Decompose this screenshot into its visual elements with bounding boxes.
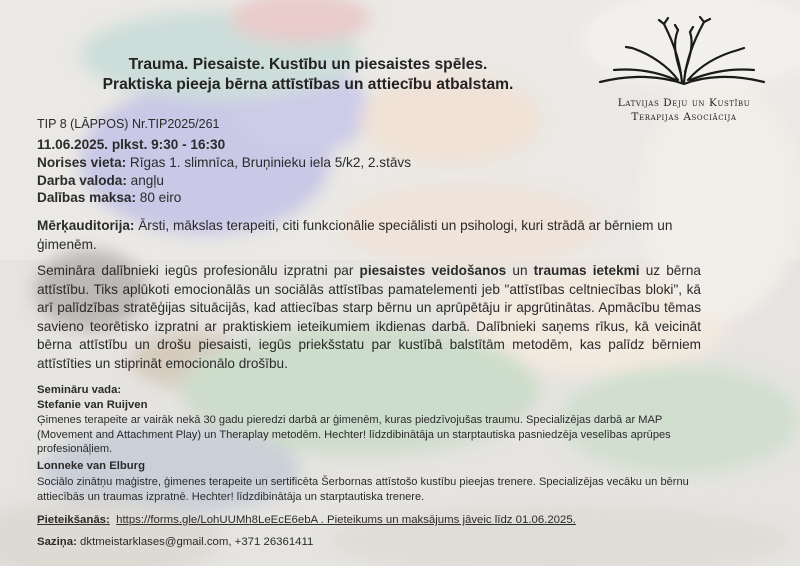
- fee-value: 80 eiro: [136, 190, 182, 205]
- audience-label: Mērķauditorija:: [37, 218, 135, 233]
- event-fee: [37, 189, 181, 206]
- title-line-1: Trauma. Piesaiste. Kustību un piesaistes spēles.: [128, 56, 488, 73]
- fee-label: Dalības maksa:: [37, 190, 136, 205]
- contact-value: dktmeistarklases@gmail.com, +371 26361411: [76, 536, 314, 548]
- location-label: Norises vieta:: [37, 155, 127, 170]
- description-paragraph: [37, 262, 701, 374]
- logo-line-1: Latvijas Deju un Kustību: [617, 97, 751, 109]
- dance-plant-logo-icon: [592, 14, 772, 92]
- event-language: [37, 172, 164, 189]
- lecturer-name: Lonneke van Elburg: [37, 460, 145, 472]
- contact-line: [37, 535, 313, 549]
- registration-line: [37, 513, 576, 527]
- location-value: Rīgas 1. slimnīca, Bruņinieku iela 5/k2, 2.stāvs: [126, 155, 412, 170]
- event-datetime: 11.06.2025. plkst. 9:30 - 16:30: [37, 137, 226, 152]
- description-bold-1: piesaistes veidošanos: [359, 263, 507, 278]
- lecturers-heading: Semināru vada:: [37, 384, 122, 396]
- audience-text: Ārsti, mākslas terapeiti, citi funkcionālie speciālisti un psihologi, kuri strādā ar bērniem un ģimenēm.: [37, 218, 673, 252]
- lecturer-name: Stefanie van Ruijven: [37, 399, 148, 411]
- association-logo-text: [586, 96, 782, 124]
- description-text-2: un: [506, 263, 534, 278]
- page-title: [58, 55, 558, 95]
- description-text-1: Semināra dalībnieki iegūs profesionālu izpratni par: [37, 263, 360, 278]
- language-label: Darba valoda:: [37, 173, 127, 188]
- title-line-2: Praktiska pieeja bērna attīstības un attiecību atbalstam.: [102, 76, 514, 93]
- language-value: angļu: [126, 173, 164, 188]
- event-code: TIP 8 (LĀPPOS) Nr.TIP2025/261: [37, 117, 220, 131]
- lecturer-bio: Sociālo zinātņu maģistre, ģimenes terapeite un sertificēta Šerbornas attīstošo kustību pieejas trenere. Specializējas vecāku un bērnu attiecībās un traumas izpratnē. Hechter! līdzdibinātāja un starptautiska trenere.: [37, 476, 689, 503]
- registration-note: . Pieteikums un maksājums jāveic līdz 01.06.2025.: [317, 514, 576, 526]
- audience-paragraph: [37, 217, 701, 254]
- registration-label: Pieteikšanās:: [37, 514, 110, 526]
- description-bold-2: traumas ietekmi: [533, 263, 640, 278]
- registration-link[interactable]: https://forms.gle/LohUUMh8LeEcE6ebA: [116, 514, 318, 526]
- lecturer-bio: Ģimenes terapeite ar vairāk nekā 30 gadu pieredzi darbā ar ģimenēm, kuras piedzīvojušas traumu. Specializējas darbā ar MAP (Movement and Attachment Play) un Theraplay metodēm. Hechter! līdzdibinātāja un starptautiska pasniedzēja veselības aprūpes profesionāļiem.: [37, 414, 671, 456]
- event-location: [37, 154, 411, 171]
- contact-label: Saziņa:: [37, 536, 77, 548]
- description-text-3: uz bērna attīstību. Tiks aplūkoti emocionālās un sociālās attīstības pamatelementi jeb "attīstības celtniecības bloki", kā arī palīdzības stratēģijas situācijās, kad attiecības starp bērnu un aprūpētāju ir apgrūtinātas. Apmācību tēmas savieno teorētisko izpratni ar praktiskiem ieteikumiem ikdienas darbā. Dalībnieki saņems rīkus, kā veicināt bērna attīstību un drošu piesaisti, iegūs priekšstatu par kustībā balstītām metodēm, kas palīdz bērniem attīstīties un stiprināt emocionālo drošību.: [37, 263, 701, 371]
- logo-line-2: Terapijas Asociācija: [631, 111, 737, 123]
